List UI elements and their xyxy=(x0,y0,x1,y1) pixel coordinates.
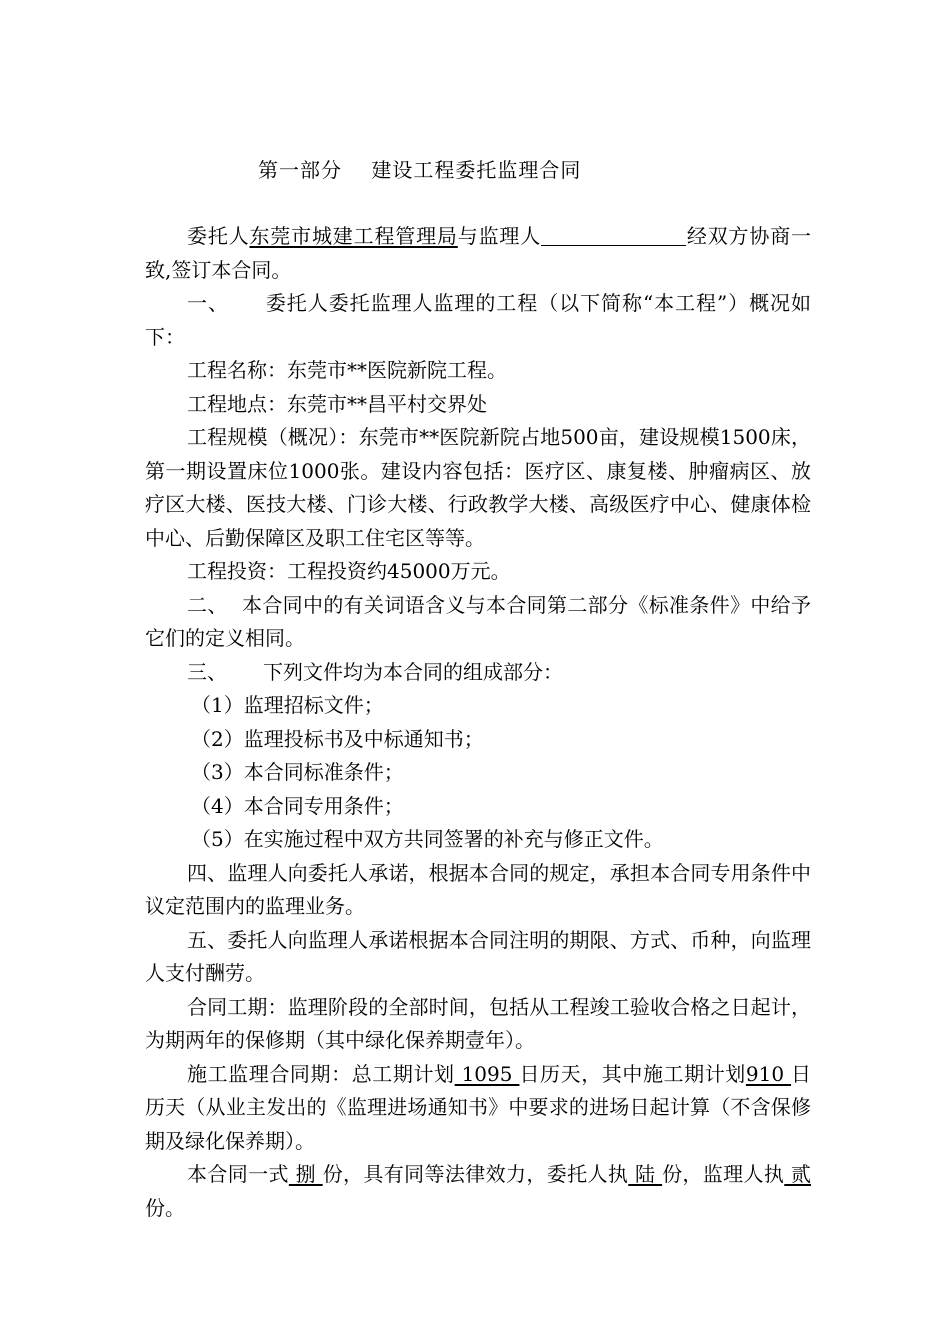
text-segment: 份。 xyxy=(145,1195,185,1220)
list-item: （3）本合同标准条件； xyxy=(191,760,404,784)
copies-clause xyxy=(145,1158,811,1225)
clause-text: 委托人委托监理人监理的工程（以下简称“本工程”）概况如下： xyxy=(145,291,812,349)
clause-4: 四、监理人向委托人承诺，根据本合同的规定，承担本合同专用条件中议定范围内的监理业务。 xyxy=(145,860,811,918)
list-item: （1）监理招标文件； xyxy=(191,693,384,717)
text-segment: 施工监理合同期：总工期计划 xyxy=(187,1061,455,1086)
contract-period: 合同工期：监理阶段的全部时间，包括从工程竣工验收合格之日起计，为期两年的保修期（其中绿化保养期壹年）。 xyxy=(145,994,811,1052)
list-item: （5）在实施过程中双方共同签署的补充与修正文件。 xyxy=(191,827,664,851)
list-item: （4）本合同专用条件； xyxy=(191,793,404,818)
text-segment: 与监理人 xyxy=(457,224,542,248)
clause-5: 五、委托人向监理人承诺根据本合同注明的期限、方式、币种，向监理人支付酬劳。 xyxy=(145,927,811,985)
text-segment: 经双方协商一致,签订本合同。 xyxy=(145,224,812,282)
text-segment: 份，监理人执 xyxy=(662,1162,785,1186)
text-segment: 本合同一式 xyxy=(187,1162,289,1186)
paragraph-parties xyxy=(145,220,811,287)
list-item: （2）监理投标书及中标通知书； xyxy=(191,726,484,751)
clause-3 xyxy=(145,656,811,690)
text-segment: 委托人 xyxy=(187,224,250,248)
clause-number: 三、 xyxy=(187,659,227,684)
total-copies: 捌 xyxy=(288,1162,323,1186)
build-days: 910 xyxy=(745,1061,792,1086)
clause-number: 二、 xyxy=(187,592,228,617)
text-segment: 日历天（从业主发出的《监理进场通知书》中要求的进场日起计算（不含保修期及绿化保养期）。 xyxy=(145,1061,812,1153)
clause-number: 一、 xyxy=(187,291,229,315)
client-copies: 陆 xyxy=(628,1162,663,1186)
text-segment: 日历天，其中施工期计划 xyxy=(519,1061,746,1086)
supervisor-blank xyxy=(541,223,686,246)
clause-text: 下列文件均为本合同的组成部分： xyxy=(263,659,563,684)
page-title: 第一部分 建设工程委托监理合同 xyxy=(258,158,582,182)
client-name: 东莞市城建工程管理局 xyxy=(249,224,458,248)
text-segment: 份，具有同等法律效力，委托人执 xyxy=(322,1162,629,1186)
document-body xyxy=(145,220,811,1225)
total-days: 1095 xyxy=(454,1061,520,1086)
project-name: 工程名称：东莞市**医院新院工程。 xyxy=(187,358,507,382)
project-scale: 工程规模（概况）：东莞市**医院新院占地500亩，建设规模1500床，第一期设置床位1000张。建设内容包括：医疗区、康复楼、肿瘤病区、放疗区大楼、医技大楼、门诊大楼、行政教学大楼、高级医疗中心、健康体检中心、后勤保障区及职工住宅区等等。 xyxy=(145,425,811,550)
clause-2 xyxy=(145,589,811,656)
construction-period xyxy=(145,1058,811,1159)
clause-1 xyxy=(145,287,811,354)
supervisor-copies: 贰 xyxy=(784,1162,812,1186)
project-investment: 工程投资：工程投资约45000万元。 xyxy=(187,559,511,583)
project-location: 工程地点：东莞市**昌平村交界处 xyxy=(187,391,487,416)
clause-text: 本合同中的有关词语含义与本合同第二部分《标准条件》中给予它们的定义相同。 xyxy=(145,592,812,650)
